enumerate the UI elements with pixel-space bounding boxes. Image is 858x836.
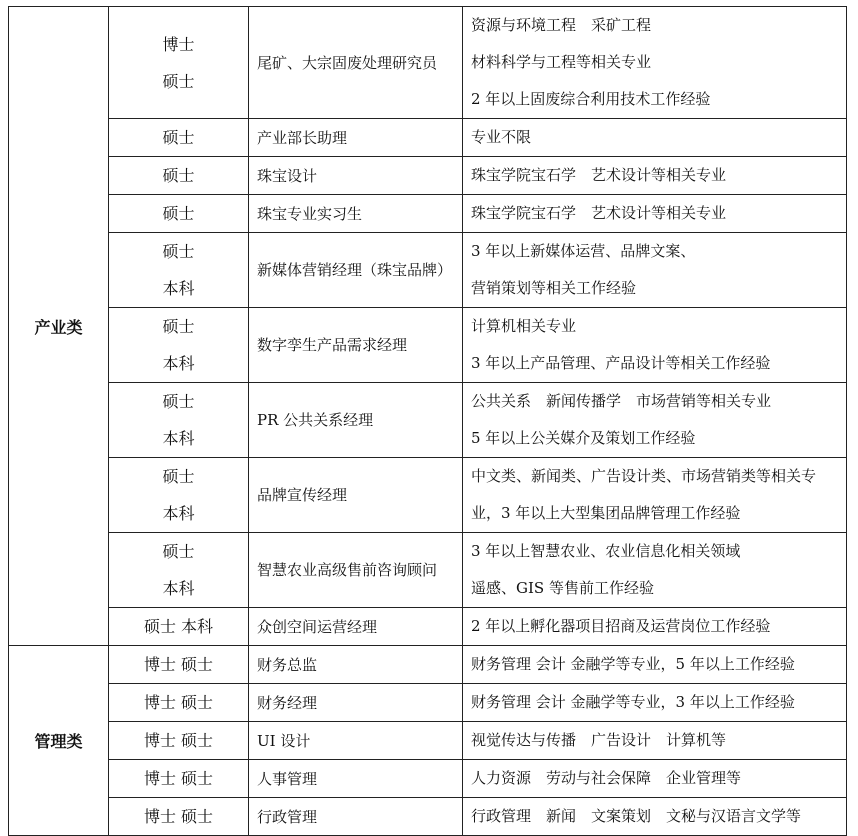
position-cell: PR 公共关系经理 (249, 383, 463, 458)
requirement-text: 业，3 年以上大型集团品牌管理工作经验 (471, 504, 741, 522)
degree-text: 硕士 (162, 242, 195, 261)
requirement-text: 3 年以上产品管理、产品设计等相关工作经验 (471, 354, 771, 372)
requirement-cell (463, 684, 847, 722)
degree-cell (109, 798, 249, 836)
table-row (9, 157, 847, 195)
position-cell: 行政管理 (249, 798, 463, 836)
requirement-text: 3 年以上智慧农业、农业信息化相关领域 (471, 542, 741, 560)
requirement-text: 营销策划等相关工作经验 (471, 279, 637, 297)
degree-text: 硕士 (162, 542, 195, 561)
table-row (9, 608, 847, 646)
requirement-cell (463, 798, 847, 836)
table-row (9, 722, 847, 760)
degree-text: 本科 (162, 279, 195, 298)
position-cell: 尾矿、大宗固废处理研究员 (249, 7, 463, 119)
position-cell: 产业部长助理 (249, 119, 463, 157)
table-row (9, 798, 847, 836)
degree-cell (109, 646, 249, 684)
degree-text: 博士 硕士 (143, 655, 214, 674)
table-row (9, 7, 847, 119)
position-cell: 智慧农业高级售前咨询顾问 (249, 533, 463, 608)
requirement-cell (463, 458, 847, 533)
degree-text: 本科 (162, 429, 195, 448)
requirement-cell (463, 722, 847, 760)
degree-text: 硕士 (162, 317, 195, 336)
degree-cell (109, 533, 249, 608)
degree-text: 博士 硕士 (143, 693, 214, 712)
requirement-cell (463, 157, 847, 195)
degree-cell (109, 7, 249, 119)
requirement-text: 人力资源 劳动与社会保障 企业管理等 (471, 769, 742, 787)
degree-text: 博士 硕士 (143, 769, 214, 788)
position-cell: UI 设计 (249, 722, 463, 760)
degree-cell (109, 308, 249, 383)
requirement-text: 2 年以上孵化器项目招商及运营岗位工作经验 (471, 617, 771, 635)
position-cell: 财务经理 (249, 684, 463, 722)
requirement-cell (463, 195, 847, 233)
table-row (9, 383, 847, 458)
requirement-text: 公共关系 新闻传播学 市场营销等相关专业 (471, 392, 772, 410)
requirement-cell (463, 308, 847, 383)
requirement-text: 材料科学与工程等相关专业 (471, 53, 652, 71)
position-cell: 品牌宣传经理 (249, 458, 463, 533)
requirement-text: 财务管理 会计 金融学等专业，5 年以上工作经验 (471, 655, 795, 673)
degree-cell (109, 608, 249, 646)
requirement-text: 5 年以上公关媒介及策划工作经验 (471, 429, 696, 447)
requirement-cell (463, 383, 847, 458)
position-cell: 珠宝设计 (249, 157, 463, 195)
degree-text: 硕士 (162, 467, 195, 486)
degree-text: 硕士 (162, 392, 195, 411)
requirement-text: 专业不限 (471, 128, 532, 146)
degree-text: 本科 (162, 579, 195, 598)
degree-cell (109, 119, 249, 157)
position-cell: 人事管理 (249, 760, 463, 798)
degree-text: 本科 (162, 504, 195, 523)
degree-cell (109, 458, 249, 533)
requirement-text: 珠宝学院宝石学 艺术设计等相关专业 (471, 204, 727, 222)
requirement-cell (463, 233, 847, 308)
requirement-text: 遥感、GIS 等售前工作经验 (471, 579, 654, 597)
requirement-text: 中文类、新闻类、广告设计类、市场营销类等相关专 (471, 467, 817, 485)
degree-text: 硕士 (162, 128, 195, 147)
position-cell: 数字孪生产品需求经理 (249, 308, 463, 383)
requirement-text: 3 年以上新媒体运营、品牌文案、 (471, 242, 696, 260)
degree-cell (109, 233, 249, 308)
requirement-text: 2 年以上固废综合利用技术工作经验 (471, 90, 711, 108)
table-row (9, 308, 847, 383)
degree-cell (109, 157, 249, 195)
requirement-text: 财务管理 会计 金融学等专业，3 年以上工作经验 (471, 693, 795, 711)
category-management: 管理类 (9, 646, 109, 836)
requirement-text: 行政管理 新闻 文案策划 文秘与汉语言文学等 (471, 807, 802, 825)
requirement-cell (463, 760, 847, 798)
degree-cell (109, 195, 249, 233)
table-body (9, 7, 847, 836)
degree-text: 硕士 (162, 71, 195, 91)
degree-cell (109, 760, 249, 798)
requirement-cell (463, 646, 847, 684)
degree-cell (109, 722, 249, 760)
degree-text: 硕士 (162, 166, 195, 185)
requirement-cell (463, 7, 847, 119)
requirement-cell (463, 533, 847, 608)
table-row (9, 533, 847, 608)
category-industry: 产业类 (9, 7, 109, 646)
requirement-text: 珠宝学院宝石学 艺术设计等相关专业 (471, 166, 727, 184)
table-row (9, 684, 847, 722)
table-row (9, 195, 847, 233)
position-cell: 珠宝专业实习生 (249, 195, 463, 233)
table-row (9, 119, 847, 157)
degree-text: 博士 硕士 (143, 807, 214, 826)
table-row (9, 458, 847, 533)
recruitment-table (8, 6, 847, 836)
degree-text: 博士 (162, 34, 195, 54)
requirement-text: 资源与环境工程 采矿工程 (471, 16, 652, 34)
degree-text: 博士 硕士 (143, 731, 214, 750)
position-cell: 众创空间运营经理 (249, 608, 463, 646)
degree-cell (109, 383, 249, 458)
degree-cell (109, 684, 249, 722)
position-cell: 财务总监 (249, 646, 463, 684)
table-row (9, 646, 847, 684)
table-row (9, 760, 847, 798)
degree-text: 硕士 (162, 204, 195, 223)
requirement-cell (463, 608, 847, 646)
requirement-cell (463, 119, 847, 157)
table-row (9, 233, 847, 308)
degree-text: 硕士 本科 (143, 617, 214, 636)
requirement-text: 计算机相关专业 (471, 317, 577, 335)
position-cell: 新媒体营销经理（珠宝品牌） (249, 233, 463, 308)
requirement-text: 视觉传达与传播 广告设计 计算机等 (471, 731, 727, 749)
degree-text: 本科 (162, 354, 195, 373)
